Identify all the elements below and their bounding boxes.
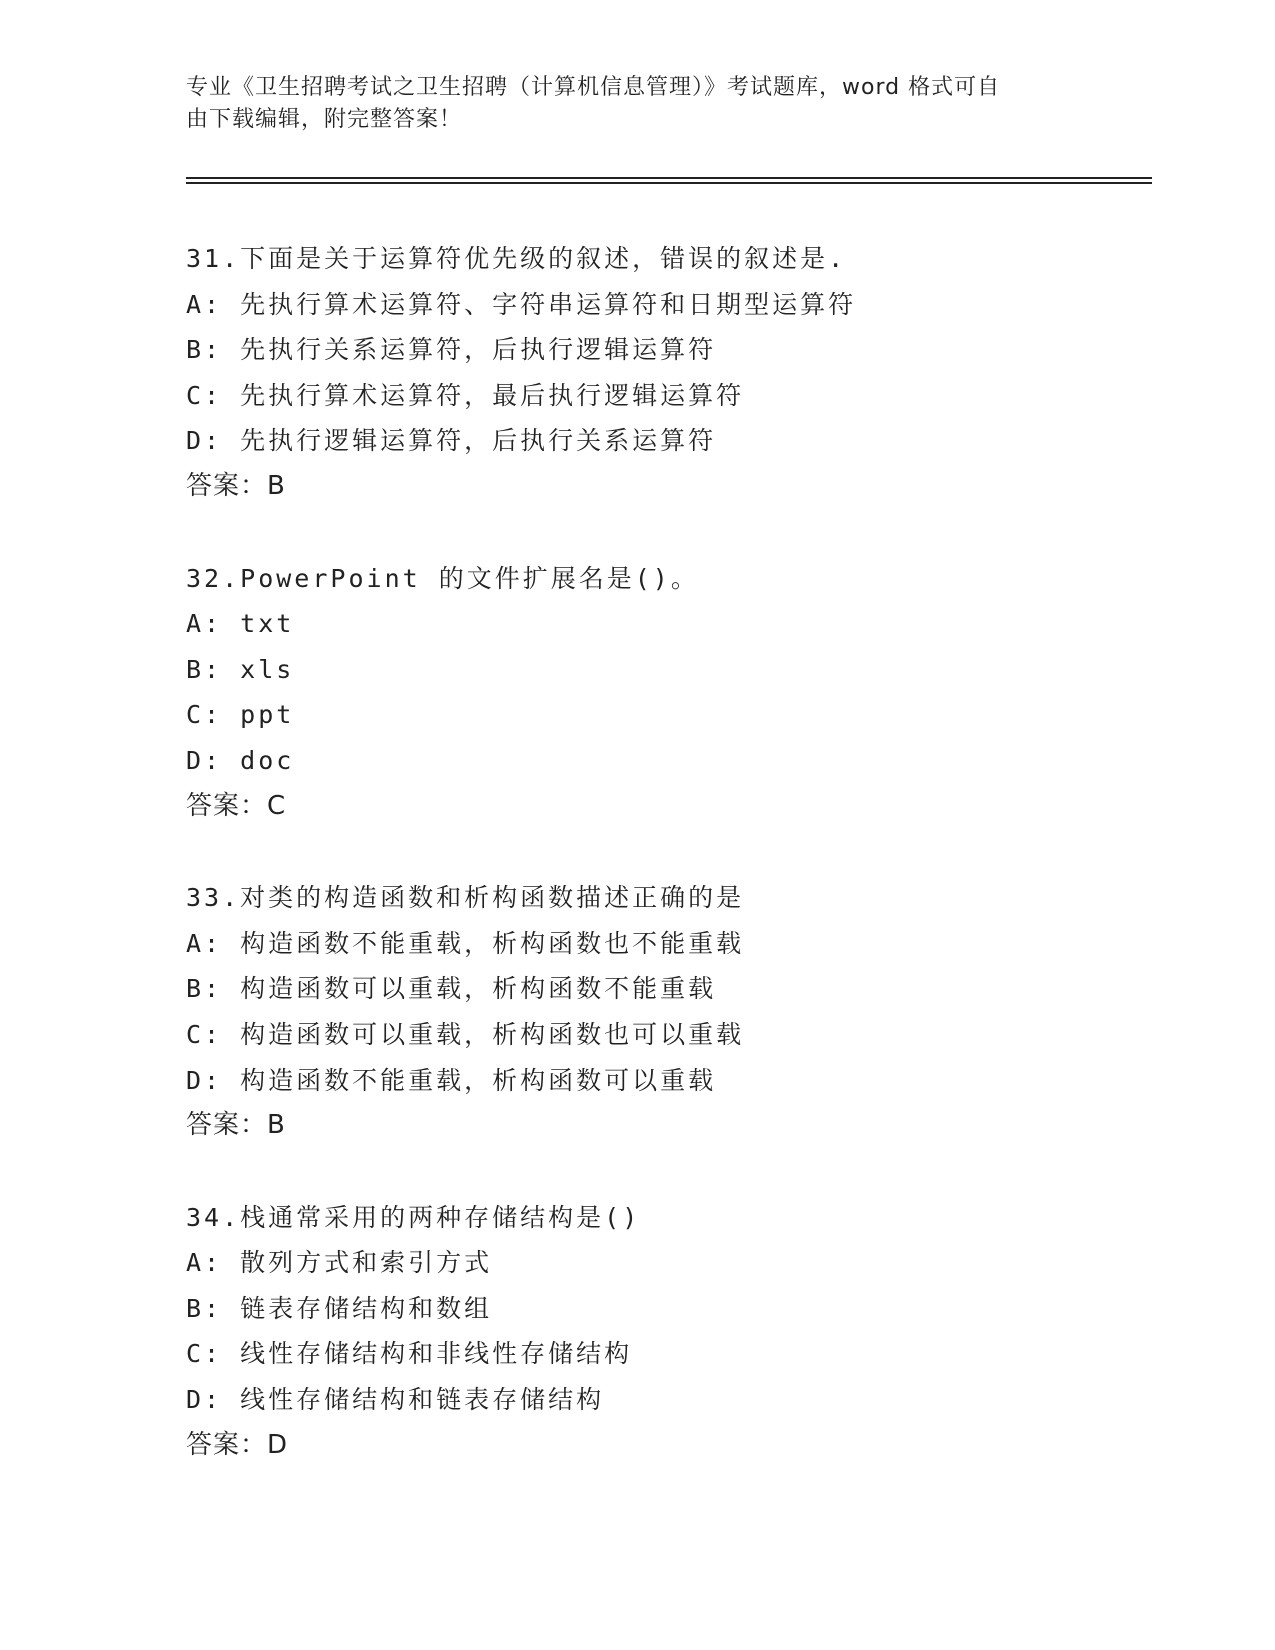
option-a: A: 先执行算术运算符、字符串运算符和日期型运算符 bbox=[186, 289, 857, 319]
option-b: B: 构造函数可以重载，析构函数不能重载 bbox=[186, 974, 717, 1004]
answer-line: 答案：C bbox=[186, 790, 287, 821]
header-line-2: 由下载编辑，附完整答案！ bbox=[186, 107, 463, 132]
document-header bbox=[186, 72, 1066, 136]
question-stem: 34.栈通常采用的两种存储结构是() bbox=[186, 1202, 641, 1232]
header-divider-bottom bbox=[186, 182, 1152, 184]
question-33 bbox=[186, 875, 1186, 1149]
option-d: D: 线性存储结构和链表存储结构 bbox=[186, 1385, 605, 1415]
option-c: C: 构造函数可以重载，析构函数也可以重载 bbox=[186, 1019, 745, 1049]
question-34 bbox=[186, 1195, 1186, 1469]
question-stem: 31.下面是关于运算符优先级的叙述，错误的叙述是. bbox=[186, 244, 847, 273]
option-b: B: 先执行关系运算符，后执行逻辑运算符 bbox=[186, 335, 717, 365]
option-b: B: xls bbox=[186, 654, 295, 684]
option-d: D: 先执行逻辑运算符，后执行关系运算符 bbox=[186, 426, 717, 456]
answer-line: 答案：D bbox=[186, 1429, 289, 1460]
option-c: C: 线性存储结构和非线性存储结构 bbox=[186, 1339, 633, 1369]
question-32 bbox=[186, 556, 1186, 830]
option-c: C: 先执行算术运算符，最后执行逻辑运算符 bbox=[186, 380, 745, 410]
question-31 bbox=[186, 236, 1186, 510]
option-d: D: doc bbox=[186, 745, 295, 775]
option-a: A: 散列方式和索引方式 bbox=[186, 1248, 493, 1278]
option-a: A: 构造函数不能重载，析构函数也不能重载 bbox=[186, 928, 745, 958]
header-divider-top bbox=[186, 177, 1152, 179]
option-a: A: txt bbox=[186, 609, 295, 639]
answer-line: 答案：B bbox=[186, 1110, 286, 1141]
option-c: C: ppt bbox=[186, 700, 295, 730]
option-b: B: 链表存储结构和数组 bbox=[186, 1293, 493, 1323]
question-list bbox=[186, 236, 1186, 1468]
question-stem: 32.PowerPoint 的文件扩展名是()。 bbox=[186, 563, 699, 593]
header-line-1: 专业《卫生招聘考试之卫生招聘（计算机信息管理）》考试题库，word 格式可自 bbox=[186, 75, 1001, 100]
question-stem: 33.对类的构造函数和析构函数描述正确的是 bbox=[186, 883, 745, 913]
answer-line: 答案：B bbox=[186, 470, 286, 501]
option-d: D: 构造函数不能重载，析构函数可以重载 bbox=[186, 1065, 717, 1095]
